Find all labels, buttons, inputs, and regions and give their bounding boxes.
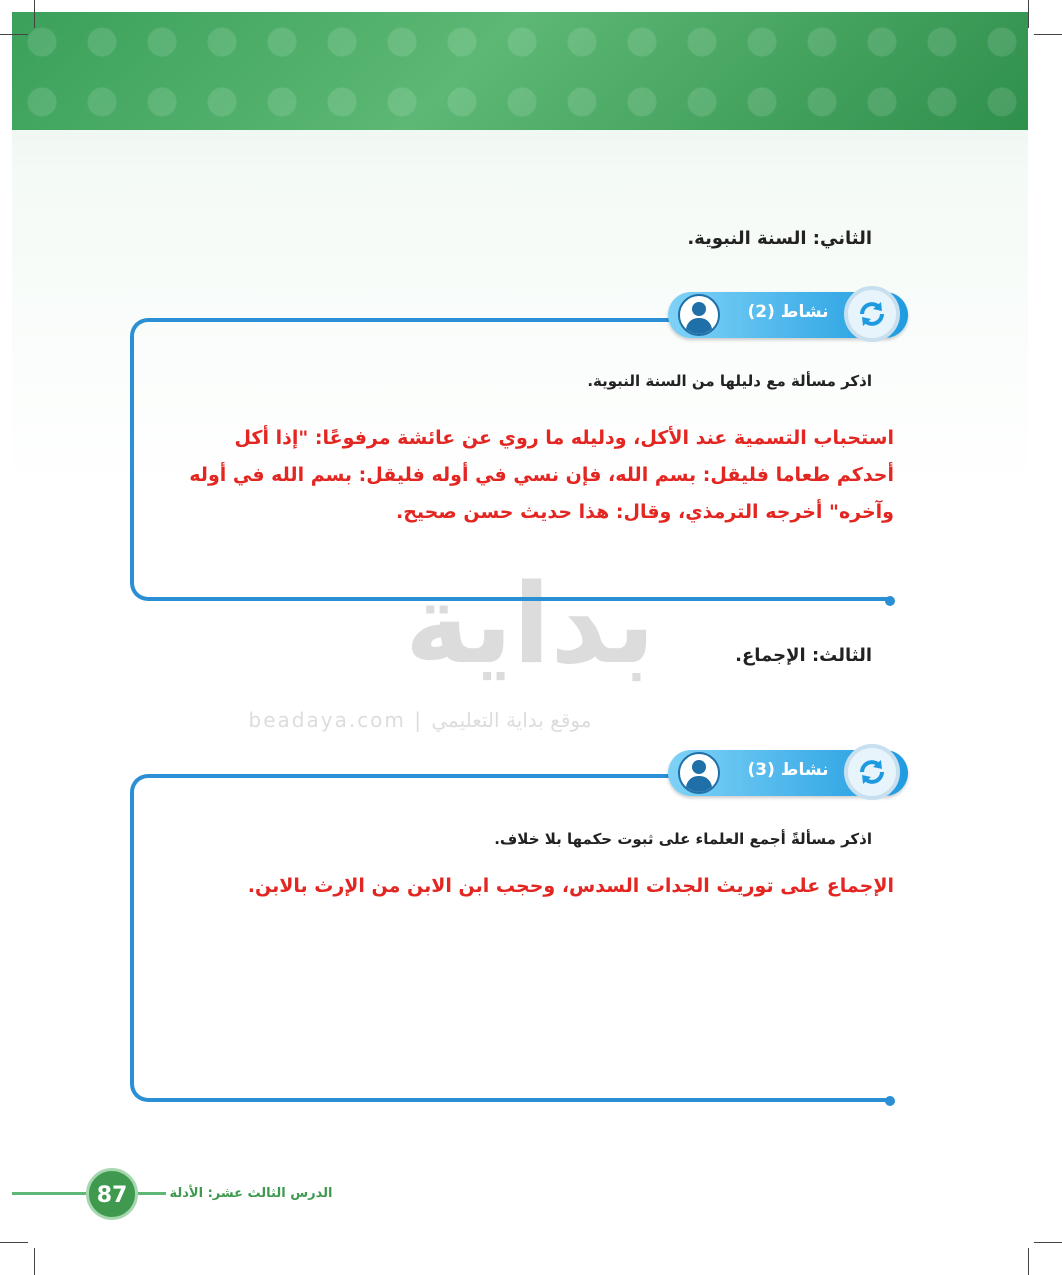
activity-badge-3	[668, 750, 908, 796]
activity-label: نشاط (2)	[747, 302, 829, 322]
crop-mark	[1034, 34, 1062, 35]
watermark-subtitle: beadaya.com | موقع بداية التعليمي	[248, 708, 592, 732]
crop-mark	[34, 1248, 35, 1275]
crop-mark	[0, 1242, 28, 1243]
crop-mark	[1028, 0, 1029, 28]
box-end-dot	[885, 596, 895, 606]
activity-answer: استحباب التسمية عند الأكل، ودليله ما روي عن عائشة مرفوعًا: "إذا أكل أحدكم طعاما فليقل: بسم الله، فإن نسي في أوله فليقل: بسم الله في أوله وآخره" أخرجه الترمذي، وقال: هذا حديث حسن صحيح.	[189, 427, 894, 523]
box-end-dot	[885, 1096, 895, 1106]
activity-answer: الإجماع على توريث الجدات السدس، وحجب ابن الابن من الإرث بالابن.	[247, 875, 894, 897]
section-heading-sunnah: الثاني: السنة النبوية.	[687, 228, 872, 249]
crop-mark	[1034, 1242, 1062, 1243]
section-heading-consensus: الثالث: الإجماع.	[735, 645, 872, 666]
activity-badge-2	[668, 292, 908, 338]
crop-mark	[0, 34, 28, 35]
user-icon	[678, 752, 720, 794]
header-banner	[12, 12, 1028, 130]
activity-label: نشاط (3)	[747, 760, 829, 780]
watermark-logo: بداية	[404, 560, 656, 688]
user-icon	[678, 294, 720, 336]
refresh-icon	[844, 744, 900, 800]
crop-mark	[1028, 1248, 1029, 1275]
footer-caption: الدرس الثالث عشر: الأدلة	[166, 1186, 336, 1201]
activity-box-3	[130, 774, 892, 1102]
page-number: 87	[86, 1168, 138, 1220]
activity-prompt: اذكر مسألةً أجمع العلماء على ثبوت حكمها بلا خلاف.	[494, 830, 872, 848]
crop-mark	[34, 0, 35, 28]
activity-prompt: اذكر مسألة مع دليلها من السنة النبوية.	[587, 372, 872, 390]
refresh-icon	[844, 286, 900, 342]
